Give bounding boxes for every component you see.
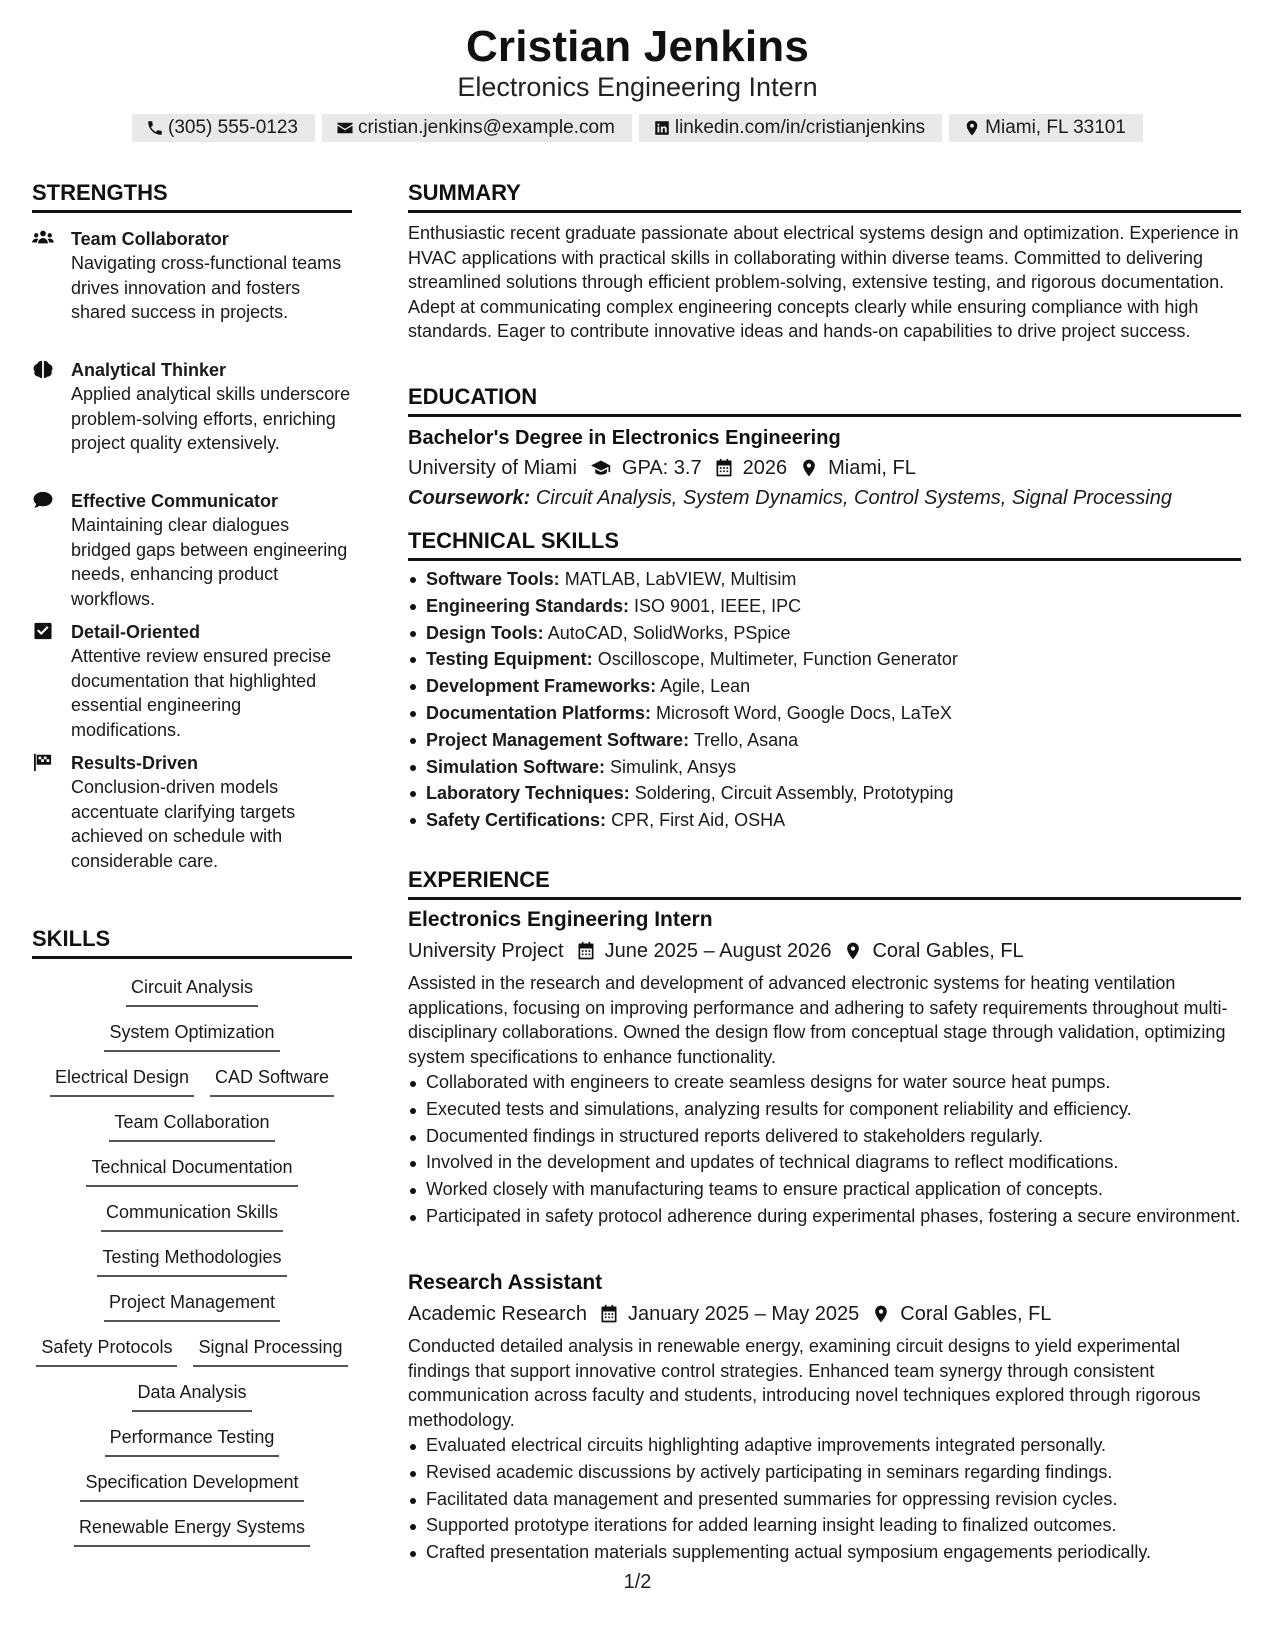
tech-skill-label: Laboratory Techniques: (426, 783, 630, 804)
job-description: Conducted detailed analysis in renewable energy, examining circuit designs to yield experimental findings that support innovative control strategies. Enhanced team synergy through consistent communication across faculty and students, introducing novel techniques explored through rigorous methodology. (408, 1336, 1201, 1430)
strength-desc: Attentive review ensured precise documentation that highlighted essential engineering modifications. (71, 646, 332, 740)
coursework (408, 483, 1241, 513)
graduation-cap-icon (589, 458, 613, 478)
job-dates: June 2025 – August 2026 (604, 940, 832, 962)
linkedin-chip[interactable] (639, 114, 942, 142)
list-item (426, 754, 1241, 781)
checkered-flag-icon (32, 753, 56, 773)
tech-skill-label: Engineering Standards: (426, 595, 630, 616)
skill-tag: Team Collaboration (109, 1110, 274, 1142)
tech-skill-label: Documentation Platforms: (426, 702, 652, 723)
strength-item (32, 358, 352, 456)
summary-heading: SUMMARY (408, 179, 1241, 213)
job-title: Research Assistant (408, 1271, 603, 1294)
coursework-list: Circuit Analysis, System Dynamics, Control Systems, Signal Processing (535, 487, 1172, 509)
strength-desc: Maintaining clear dialogues bridged gaps between engineering needs, enhancing product workflows. (71, 515, 348, 609)
tech-skill-value: AutoCAD, SolidWorks, PSpice (547, 622, 791, 643)
list-item: Executed tests and simulations, analyzing results for component reliability and efficiency. (426, 1097, 1241, 1122)
tech-skill-value: ISO 9001, IEEE, IPC (634, 595, 802, 616)
email-chip[interactable] (322, 114, 632, 142)
location-chip (949, 114, 1143, 142)
education-location: Miami, FL (828, 457, 916, 479)
experience-entry (408, 906, 1241, 1231)
education-meta (408, 453, 1241, 483)
skill-tag: Renewable Energy Systems (74, 1515, 310, 1547)
job-org: Academic Research (408, 1303, 587, 1325)
candidate-title: Electronics Engineering Intern (457, 72, 818, 102)
skill-tag: Technical Documentation (86, 1155, 297, 1187)
list-item: Crafted presentation materials supplementing actual symposium engagements periodically. (426, 1540, 1241, 1565)
list-item: Collaborated with engineers to create seamless designs for water source heat pumps. (426, 1070, 1241, 1095)
tech-skill-label: Project Management Software: (426, 729, 690, 750)
job-location: Coral Gables, FL (900, 1303, 1052, 1325)
tech-skill-label: Development Frameworks: (426, 676, 657, 697)
strength-title: Effective Communicator (71, 491, 279, 511)
coursework-label: Coursework: (408, 487, 531, 509)
skill-tag: Circuit Analysis (126, 975, 258, 1007)
skill-tag: Signal Processing (193, 1335, 347, 1367)
tech-skill-label: Design Tools: (426, 622, 544, 643)
tech-skill-value: Trello, Asana (693, 729, 799, 750)
job-meta (408, 936, 1241, 966)
degree-title: Bachelor's Degree in Electronics Engineering (408, 427, 841, 449)
strength-item (32, 489, 352, 611)
tech-skill-value: Oscilloscope, Multimeter, Function Generator (597, 649, 958, 670)
list-item (426, 593, 1241, 620)
skill-tag: Project Management (104, 1290, 280, 1322)
linkedin-icon (653, 119, 671, 137)
job-location: Coral Gables, FL (872, 940, 1024, 962)
skill-tag: Data Analysis (132, 1380, 251, 1412)
strength-item (32, 751, 352, 873)
calendar-icon (576, 941, 596, 961)
education-entry (408, 425, 1241, 513)
map-pin-icon (871, 1304, 891, 1324)
job-description: Assisted in the research and development of advanced electronic systems for heating ventilation applications, focusing on improving performance and adhering to safety requirements throughout multi-disciplinary collaborations. Owned the design flow from conceptual stage through validation, optimizing system specifications to enhance functionality. (408, 973, 1228, 1067)
envelope-icon (336, 119, 354, 137)
tech-skill-value: MATLAB, LabVIEW, Multisim (564, 569, 797, 589)
phone-text: (305) 555-0123 (168, 117, 298, 138)
strength-title: Team Collaborator (71, 229, 229, 249)
list-item: Involved in the development and updates of technical diagrams to reflect modifications. (426, 1150, 1241, 1175)
list-item: Facilitated data management and presented summaries for oppressing revision cycles. (426, 1487, 1241, 1512)
skill-tag: Communication Skills (101, 1200, 283, 1232)
brain-icon (32, 360, 56, 380)
tech-skill-value: Soldering, Circuit Assembly, Prototyping (634, 783, 954, 804)
tech-skill-label: Testing Equipment: (426, 649, 593, 670)
list-item (426, 727, 1241, 754)
strength-item (32, 620, 352, 742)
skill-tag: Specification Development (80, 1470, 303, 1502)
calendar-icon (714, 458, 734, 478)
strength-item (32, 227, 352, 325)
checkbox-icon (32, 622, 56, 642)
skill-tag: Performance Testing (105, 1425, 280, 1457)
skills-heading: SKILLS (32, 925, 352, 959)
calendar-icon (599, 1304, 619, 1324)
skills-list (32, 975, 352, 1560)
skill-tag: System Optimization (104, 1020, 279, 1052)
graduation-year: 2026 (742, 457, 788, 479)
list-item (426, 780, 1241, 807)
summary-text: Enthusiastic recent graduate passionate about electrical systems design and optimization. Experience in HVAC applications with practical skills in collaborating within diverse teams. Committed to delivering streamlined solutions through efficient problem-solving, extensive testing, and rigorous documentation. Adept at communicating complex engineering concepts clearly while ensuring compliance with high standards. Eager to contribute innovative ideas and hands-on capabilities to drive project success. (408, 223, 1239, 341)
email-text: cristian.jenkins@example.com (357, 117, 615, 138)
list-item (426, 566, 1241, 593)
list-item: Worked closely with manufacturing teams to ensure practical application of concepts. (426, 1177, 1241, 1202)
experience-entry (408, 1269, 1241, 1567)
phone-chip[interactable] (132, 114, 315, 142)
tech-skill-value: CPR, First Aid, OSHA (611, 810, 786, 831)
strength-title: Analytical Thinker (71, 360, 227, 380)
strength-desc: Navigating cross-functional teams drives innovation and fosters shared success in projects. (71, 253, 342, 322)
school-name: University of Miami (408, 457, 577, 479)
page-number: 1/2 (623, 1571, 652, 1593)
list-item (426, 700, 1241, 727)
speech-bubble-icon (32, 491, 56, 511)
tech-skill-value: Agile, Lean (660, 676, 751, 697)
strengths-heading: STRENGTHS (32, 179, 352, 213)
list-item (426, 620, 1241, 647)
strength-desc: Applied analytical skills underscore problem-solving efforts, enriching project quality extensively. (71, 384, 351, 453)
job-title: Electronics Engineering Intern (408, 908, 713, 931)
phone-icon (146, 119, 164, 137)
location-text: Miami, FL 33101 (985, 117, 1126, 138)
job-dates: January 2025 – May 2025 (627, 1303, 860, 1325)
skill-tag: Testing Methodologies (97, 1245, 286, 1277)
map-pin-icon (843, 941, 863, 961)
strength-title: Detail-Oriented (71, 622, 201, 642)
tech-skill-label: Software Tools: (426, 569, 560, 589)
users-icon (32, 229, 56, 249)
list-item (426, 673, 1241, 700)
linkedin-text: linkedin.com/in/cristianjenkins (674, 117, 926, 138)
tech-skill-label: Simulation Software: (426, 756, 606, 777)
tech-skill-value: Simulink, Ansys (610, 756, 737, 777)
map-pin-icon (963, 119, 981, 137)
contact-bar (0, 114, 1275, 142)
skill-tag: CAD Software (210, 1065, 334, 1097)
strength-title: Results-Driven (71, 753, 199, 773)
tech-skill-value: Microsoft Word, Google Docs, LaTeX (656, 702, 952, 723)
strength-desc: Conclusion-driven models accentuate clarifying targets achieved on schedule with considerable care. (71, 777, 296, 871)
gpa-text: GPA: 3.7 (621, 457, 702, 479)
list-item (426, 807, 1241, 834)
experience-heading: EXPERIENCE (408, 866, 1241, 900)
technical-skills-heading: TECHNICAL SKILLS (408, 527, 1241, 561)
job-meta (408, 1299, 1241, 1329)
skill-tag: Safety Protocols (36, 1335, 177, 1367)
map-pin-icon (799, 458, 819, 478)
list-item: Supported prototype iterations for added learning insight leading to finalized outcomes. (426, 1513, 1241, 1538)
list-item: Participated in safety protocol adherence during experimental phases, fostering a secure environment. (426, 1204, 1241, 1229)
list-item: Documented findings in structured reports delivered to stakeholders regularly. (426, 1124, 1241, 1149)
technical-skills-list (408, 566, 1241, 834)
job-org: University Project (408, 940, 564, 962)
education-heading: EDUCATION (408, 383, 1241, 417)
candidate-name: Cristian Jenkins (465, 22, 810, 71)
list-item: Revised academic discussions by actively participating in seminars regarding findings. (426, 1460, 1241, 1485)
skill-tag: Electrical Design (50, 1065, 194, 1097)
list-item: Evaluated electrical circuits highlighting adaptive improvements integrated personally. (426, 1433, 1241, 1458)
list-item (426, 646, 1241, 673)
tech-skill-label: Safety Certifications: (426, 810, 607, 831)
